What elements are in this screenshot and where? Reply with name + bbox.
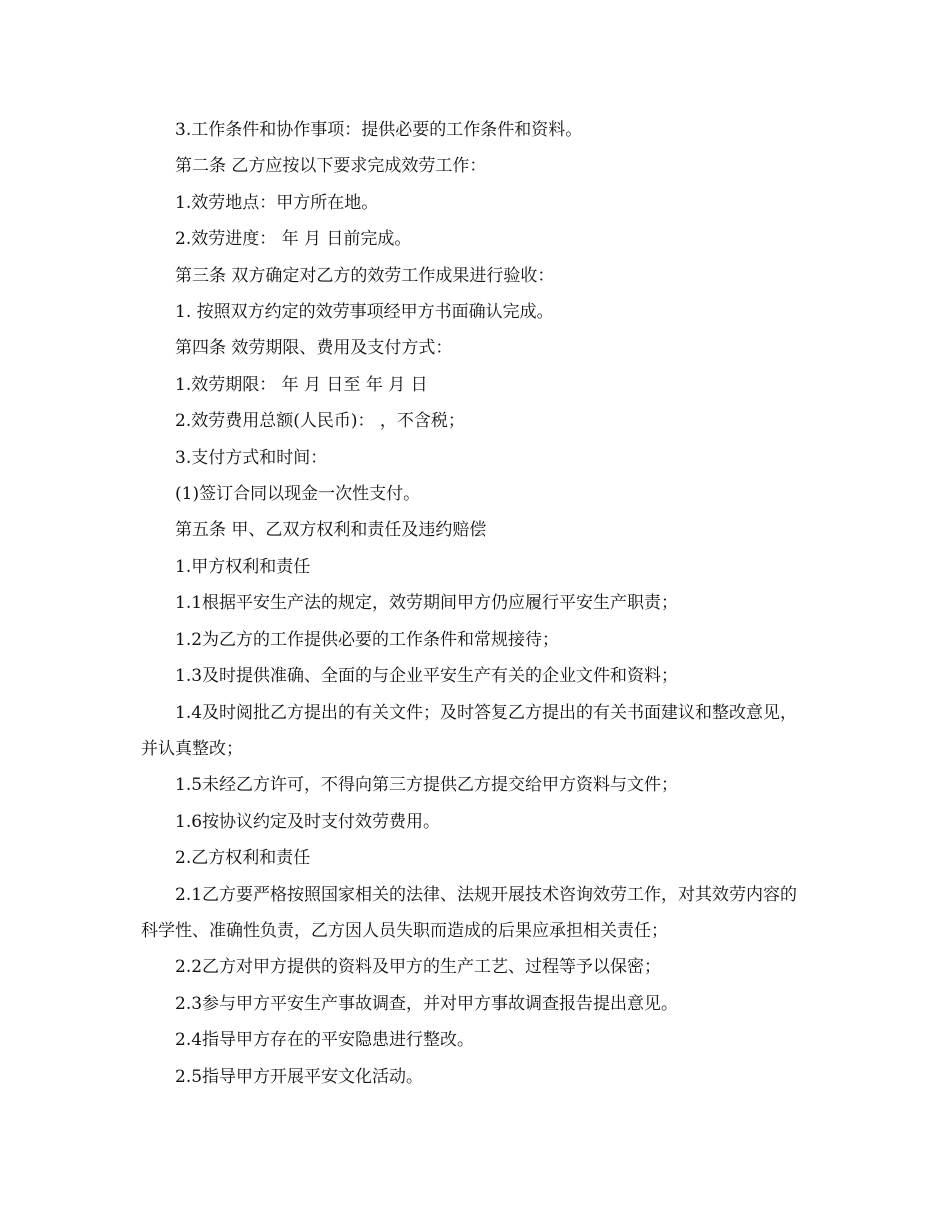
paragraph-party-b-2-2: 2.2乙方对甲方提供的资料及甲方的生产工艺、过程等予以保密； [175,957,662,978]
paragraph-party-b-2-4: 2.4指导甲方存在的平安隐患进行整改。 [175,1030,475,1051]
paragraph-article-5-heading: 第五条 甲、乙双方权利和责任及违约赔偿 [175,520,487,541]
paragraph-payment-method: 3.支付方式和时间： [175,447,328,468]
document-body [141,112,811,1095]
paragraph-party-a-1-6: 1.6按协议约定及时支付效劳费用。 [175,811,441,832]
paragraph-service-schedule: 2.效劳进度： 年 月 日前完成。 [175,229,412,250]
paragraph-party-a-1-1: 1.1根据平安生产法的规定，效劳期间甲方仍应履行平安生产职责； [175,593,679,614]
paragraph-article-2-heading: 第二条 乙方应按以下要求完成效劳工作： [175,156,487,177]
paragraph-party-b-2-5: 2.5指导甲方开展平安文化活动。 [175,1066,424,1087]
paragraph-article-3-heading: 第三条 双方确定对乙方的效劳工作成果进行验收： [175,265,555,286]
paragraph-party-b-heading: 2.乙方权利和责任 [175,848,311,869]
paragraph-party-b-2-1: 2.1乙方要严格按照国家相关的法律、法规开展技术咨询效劳工作，对其效劳内容的科学性、准确性负责，乙方因人员失职而造成的后果应承担相关责任； [141,884,798,941]
paragraph-party-b-2-3: 2.3参与甲方平安生产事故调查，并对甲方事故调查报告提出意见。 [175,993,679,1014]
paragraph-service-period: 1.效劳期限： 年 月 日至 年 月 日 [175,374,428,395]
paragraph-work-conditions: 3.工作条件和协作事项：提供必要的工作条件和资料。 [175,120,583,140]
paragraph-party-a-1-3: 1.3及时提供准确、全面的与企业平安生产有关的企业文件和资料； [175,666,679,687]
paragraph-party-a-1-2: 1.2为乙方的工作提供必要的工作条件和常规接待； [175,629,560,650]
paragraph-party-a-heading: 1.甲方权利和责任 [175,556,311,577]
paragraph-service-location: 1.效劳地点：甲方所在地。 [175,192,379,213]
paragraph-service-fee: 2.效劳费用总额(人民币)： ，不含税； [175,411,465,432]
paragraph-party-a-1-4: 1.4及时阅批乙方提出的有关文件；及时答复乙方提出的有关书面建议和整改意见，并认真整改； [141,702,798,759]
paragraph-acceptance-item: 1. 按照双方约定的效劳事项经甲方书面确认完成。 [175,302,554,323]
paragraph-party-a-1-5: 1.5未经乙方许可，不得向第三方提供乙方提交给甲方资料与文件； [175,775,679,796]
paragraph-payment-cash: (1)签订合同以现金一次性支付。 [175,484,421,505]
paragraph-article-4-heading: 第四条 效劳期限、费用及支付方式： [175,338,453,359]
